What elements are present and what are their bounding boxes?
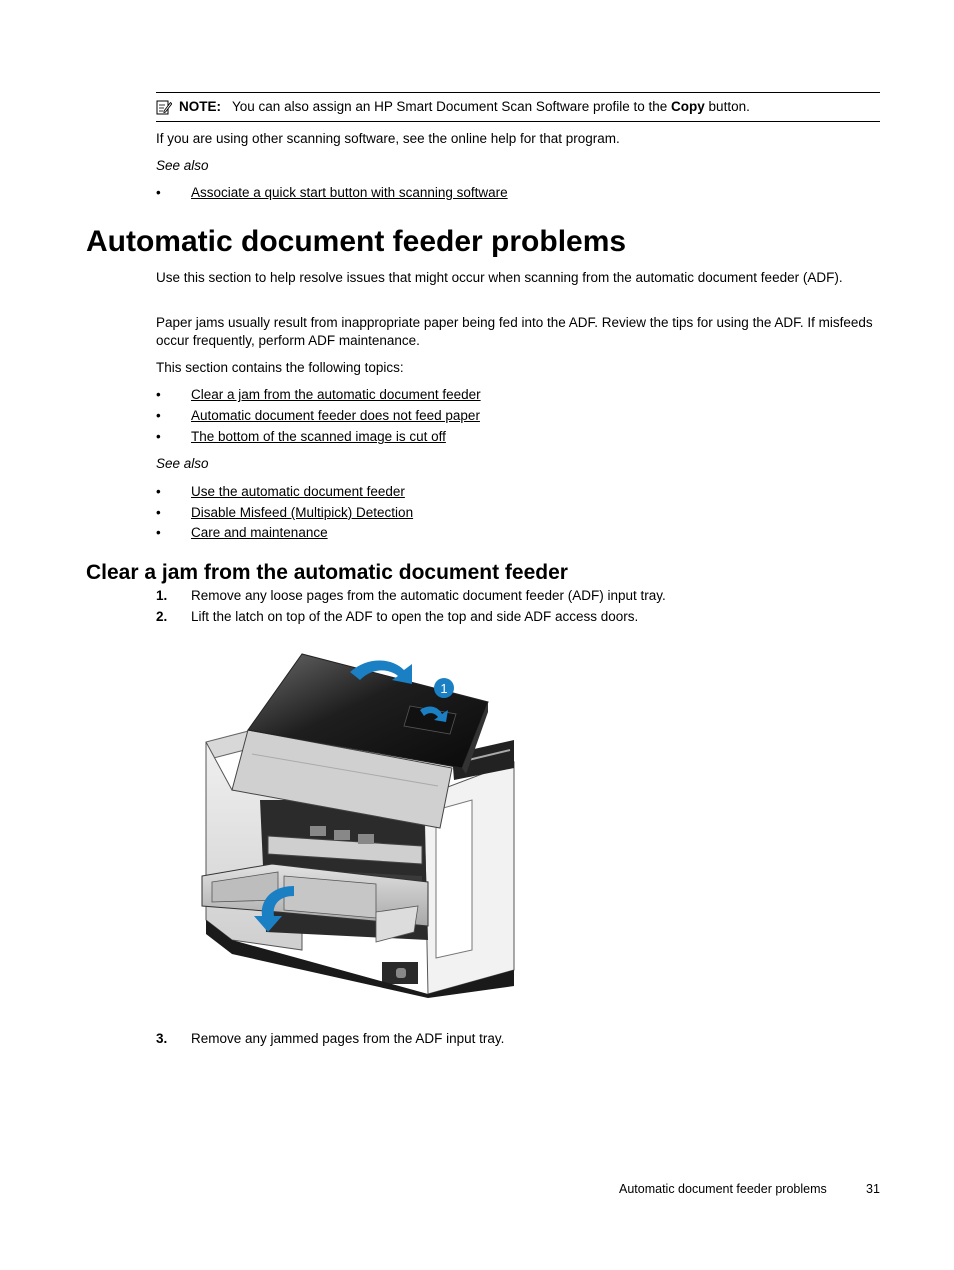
note-text	[179, 99, 750, 114]
step-number: 2.	[156, 609, 168, 624]
bullet-dot: •	[156, 408, 161, 423]
step-text: Lift the latch on top of the ADF to open the top and side ADF access doors.	[191, 609, 639, 624]
link-adf-not-feed[interactable]: Automatic document feeder does not feed paper	[191, 408, 480, 423]
bullet-dot: •	[156, 185, 161, 200]
note-pencil-icon	[156, 99, 172, 115]
step-text: Remove any jammed pages from the ADF input tray.	[191, 1031, 505, 1046]
link-clear-jam[interactable]: Clear a jam from the automatic document feeder	[191, 387, 481, 402]
section-paragraph: Use this section to help resolve issues that might occur when scanning from the automatic document feeder (ADF).	[156, 270, 843, 285]
step-number: 1.	[156, 588, 168, 603]
link-care-maintenance[interactable]: Care and maintenance	[191, 525, 328, 540]
step-number: 3.	[156, 1031, 168, 1046]
bullet-dot: •	[156, 525, 161, 540]
section-paragraph: Paper jams usually result from inappropriate paper being fed into the ADF. Review the tips for using the ADF. If misfeeds occur frequently, perform ADF maintenance.	[156, 315, 873, 348]
step-text: Remove any loose pages from the automatic document feeder (ADF) input tray.	[191, 588, 666, 603]
link-disable-misfeed[interactable]: Disable Misfeed (Multipick) Detection	[191, 505, 414, 520]
bullet-dot: •	[156, 484, 161, 499]
note-text-before: You can also assign an HP Smart Document Scan Software profile to the	[232, 99, 668, 114]
bullet-dot: •	[156, 505, 161, 520]
adf-illustration	[192, 650, 516, 1000]
section-title: Automatic document feeder problems	[86, 225, 627, 258]
note-label: NOTE:	[179, 99, 221, 114]
link-use-adf[interactable]: Use the automatic document feeder	[191, 484, 405, 499]
footer-section-name: Automatic document feeder problems	[619, 1182, 827, 1196]
subsection-title: Clear a jam from the automatic document feeder	[86, 561, 568, 584]
section-paragraph: This section contains the following topics:	[156, 360, 404, 375]
footer-page-number: 31	[866, 1182, 880, 1196]
see-also-label: See also	[156, 158, 209, 173]
bullet-dot: •	[156, 429, 161, 444]
link-associate-quick-start[interactable]: Associate a quick start button with scanning software	[191, 185, 508, 200]
intro-paragraph: If you are using other scanning software, see the online help for that program.	[156, 131, 620, 146]
note-text-after: button.	[708, 99, 750, 114]
note-box	[156, 92, 880, 122]
see-also-label: See also	[156, 456, 209, 471]
link-bottom-cut-off[interactable]: The bottom of the scanned image is cut off	[191, 429, 446, 444]
note-bold-word: Copy	[671, 99, 705, 114]
bullet-dot: •	[156, 387, 161, 402]
figure-callout: 1	[440, 681, 448, 696]
